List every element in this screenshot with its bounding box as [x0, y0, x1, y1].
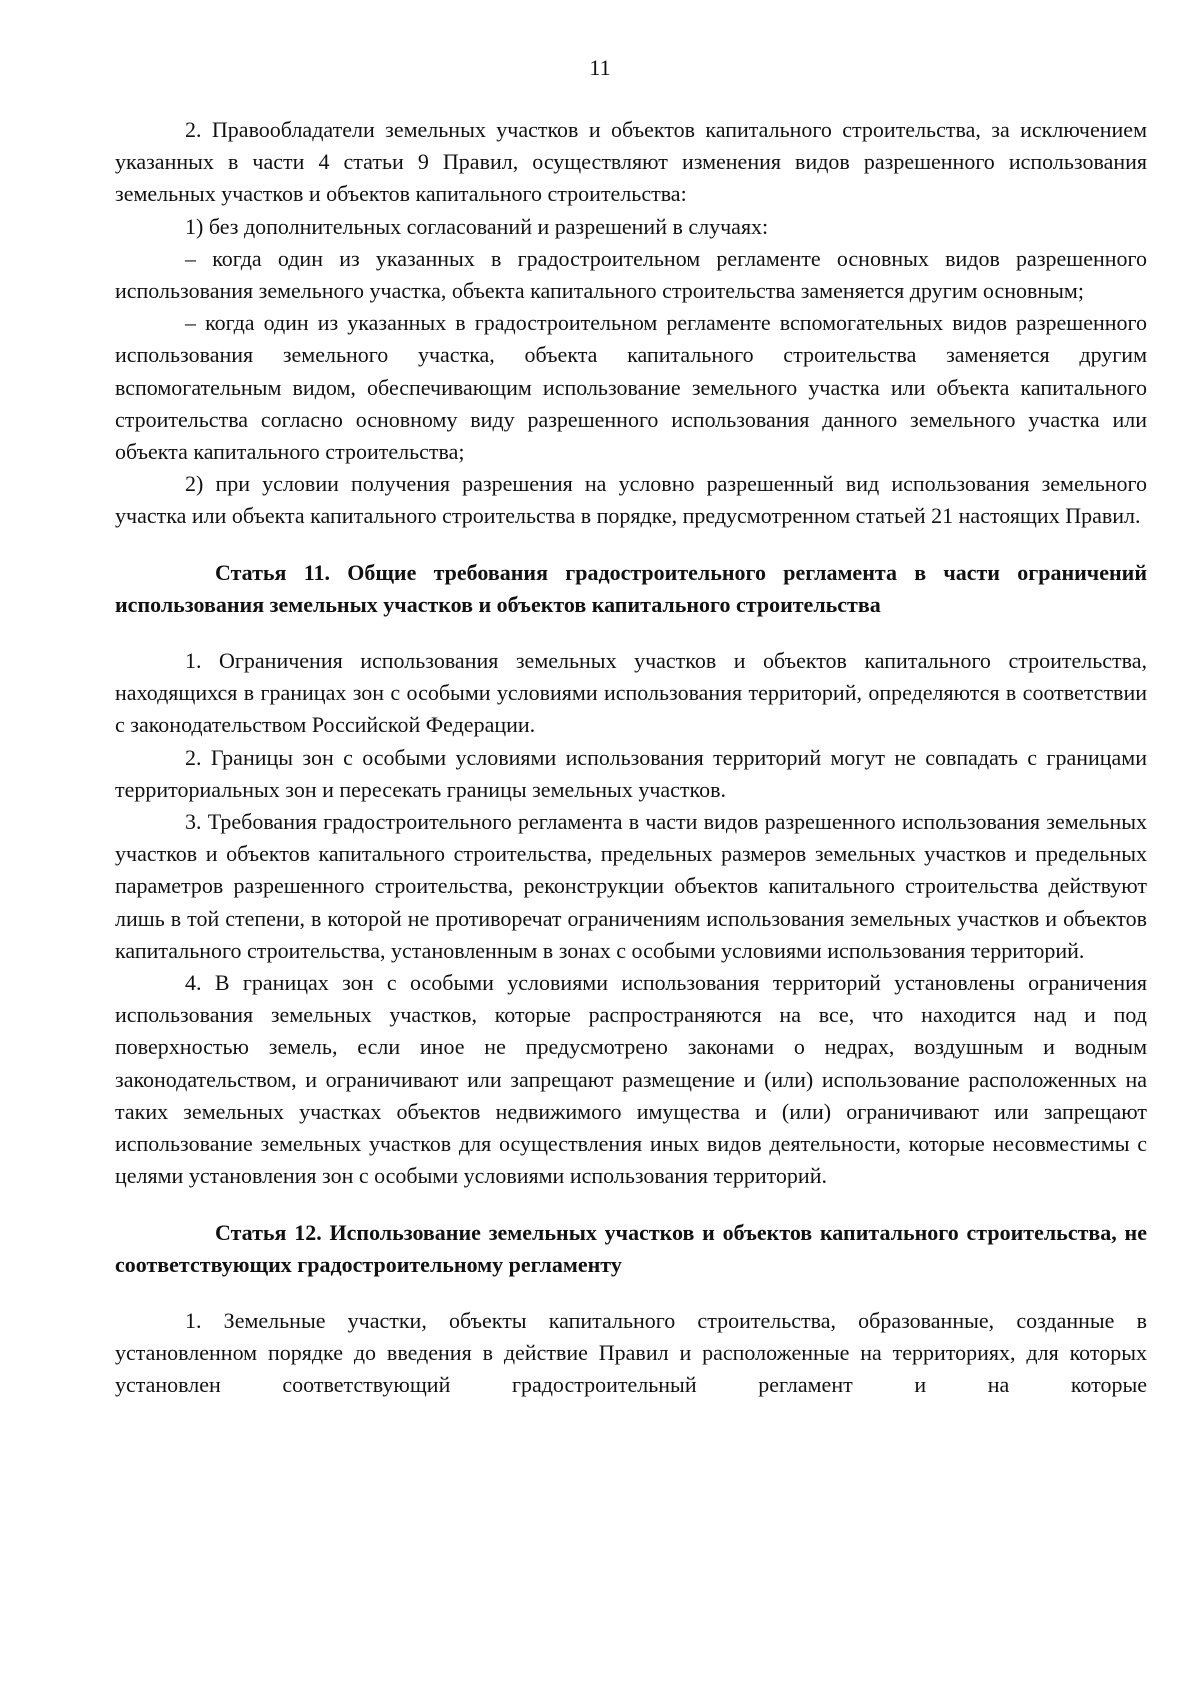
article-11-paragraph-2: 2. Границы зон с особыми условиями использования территорий могут не совпадать с границами территориальных зон и пересекать границы земельных участков.: [115, 744, 1147, 802]
article-12-paragraph-1: 1. Земельные участки, объекты капитального строительства, образованные, созданные в установленном порядке до введения в действие Правил и расположенные на территориях, для которых установлен соответствующий градостроительный регламент и на которые: [115, 1307, 1147, 1398]
paragraph-dash-main-types: – когда один из указанных в градостроительном регламенте основных видов разрешенного использования земельного участка, объекта капитального строительства заменяется другим основным;: [115, 245, 1147, 304]
document-body: [115, 114, 1147, 1402]
article-11-paragraph-4: 4. В границах зон с особыми условиями использования территорий установлены ограничения использования земельных участков, которые распространяются на все, что находится над и под поверхностью земель, если иное не предусмотрено законами о недрах, воздушным и водным законодательством, и ограничивают или запрещают размещение и (или) использование расположенных на таких земельных участках объектов недвижимого имущества и (или) ограничивают или запрещают использование земельных участков для осуществления иных видов деятельности, которые несовместимы с целями установления зон с особыми условиями использования территорий.: [115, 970, 1147, 1189]
paragraph-item-1: 1) без дополнительных согласований и разрешений в случаях:: [185, 213, 769, 239]
paragraph-item-2: 2) при условии получения разрешения на условно разрешенный вид использования земельного участка или объекта капитального строительства в порядке, предусмотренном статьей 21 настоящих Правил.: [115, 471, 1147, 529]
article-12-heading: Статья 12. Использование земельных участков и объектов капитального строительства, не соответствующих градостроительному регламенту: [115, 1219, 1147, 1277]
page-number: 11: [589, 55, 611, 80]
paragraph-dash-auxiliary-types: – когда один из указанных в градостроительном регламенте вспомогательных видов разрешенного использования земельного участка, объекта капитального строительства заменяется другим вспомогательным видом, обеспечивающим использование земельного участка или объекта капитального строительства согласно основному виду разрешенного использования данного земельного участка или объекта капитального строительства;: [115, 310, 1147, 465]
article-11-heading: Статья 11. Общие требования градостроительного регламента в части ограничений использования земельных участков и объектов капитального строительства: [115, 559, 1147, 617]
paragraph-rights-holders: 2. Правообладатели земельных участков и объектов капитального строительства, за исключением указанных в части 4 статьи 9 Правил, осуществляют изменения видов разрешенного использования земельных участков и объектов капитального строительства:: [115, 117, 1147, 207]
article-11-paragraph-3: 3. Требования градостроительного регламента в части видов разрешенного использования земельных участков и объектов капитального строительства, предельных размеров земельных участков и предельных параметров разрешенного строительства, реконструкции объектов капитального строительства действуют лишь в той степени, в которой не противоречат ограничениям использования земельных участков и объектов капитального строительства, установленным в зонах с особыми условиями использования территорий.: [115, 809, 1147, 963]
article-11-paragraph-1: 1. Ограничения использования земельных участков и объектов капитального строительства, находящихся в границах зон с особыми условиями использования территорий, определяются в соответствии с законодательством Российской Федерации.: [115, 648, 1147, 738]
